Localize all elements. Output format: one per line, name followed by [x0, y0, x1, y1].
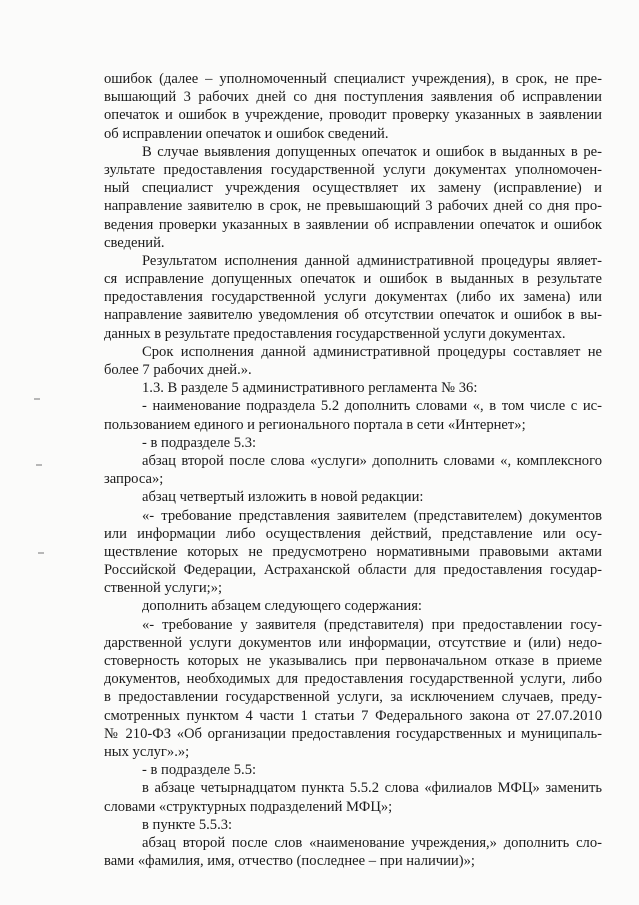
text-line: пользованием единого и регионального портала в сети «Интернет»;	[104, 416, 526, 433]
text-line: в предоставлении государственной услуги, за исключением случаев, преду-	[104, 689, 602, 706]
text-line: запроса»;	[104, 471, 164, 488]
text-line: Результатом исполнения данной административной процедуры являет-	[142, 252, 602, 269]
text-line: словами «структурных подразделений МФЦ»;	[104, 798, 393, 815]
text-line: направление заявителю уведомления об отсутствии опечаток и ошибок в вы-	[104, 307, 602, 324]
text-line: № 210-ФЗ «Об организации предоставления государственных и муниципаль-	[104, 725, 602, 742]
text-line: 1.3. В разделе 5 административного регламента № 36:	[142, 380, 478, 397]
text-line: дополнить абзацем следующего содержания:	[142, 598, 422, 615]
text-line: предоставления государственной услуги документах (либо их замена) или	[104, 289, 602, 306]
text-line: ведения проверки указанных в заявлении об исправлении опечаток и ошибок	[104, 216, 602, 233]
text-line: «- требование представления заявителем (представителем) документов	[142, 507, 602, 524]
text-line: абзац второй после слова «услуги» дополнить словами «, комплексного	[142, 452, 602, 469]
text-line: Российской Федерации, Астраханской области для предоставления государ-	[104, 562, 602, 579]
text-line: ошибок (далее – уполномоченный специалист учреждения), в срок, не пре-	[104, 71, 602, 87]
text-line: или информации либо осуществления действий, представление или осу-	[104, 525, 602, 542]
text-line: дарственной услуги документов или информации, отсутствие и (или) недо-	[104, 634, 602, 651]
scan-speck	[34, 398, 40, 400]
text-line: Срок исполнения данной административной процедуры составляет не	[142, 343, 602, 360]
text-line: - наименование подраздела 5.2 дополнить словами «, в том числе с ис-	[142, 398, 602, 415]
text-line: ный специалист учреждения осуществляет их замену (исправление) и	[104, 180, 602, 197]
text-line: опечаток и ошибок в учреждение, проводит проверку указанных в заявлении	[104, 107, 602, 124]
text-line: В случае выявления допущенных опечаток и ошибок в выданных в ре-	[142, 143, 602, 160]
text-line: вами «фамилия, имя, отчество (последнее – при наличии)»;	[104, 853, 475, 870]
text-line: документов, необходимых для предоставления государственной услуги, либо	[104, 671, 602, 688]
text-line: в абзаце четырнадцатом пункта 5.5.2 слова «филиалов МФЦ» заменить	[142, 780, 602, 797]
scan-speck	[36, 464, 42, 466]
text-line: ных услуг».»;	[104, 743, 190, 760]
text-line: абзац четвертый изложить в новой редакции:	[142, 489, 424, 506]
text-line: более 7 рабочих дней.».	[104, 362, 252, 378]
document-text	[104, 70, 602, 870]
text-line: об исправлении опечаток и ошибок сведений.	[104, 125, 389, 142]
text-line: «- требование у заявителя (представителя) при предоставлении госу-	[142, 616, 602, 633]
text-line: сведений.	[104, 234, 165, 251]
text-line: направление заявителю в срок, не превышающий 3 рабочих дней со дня про-	[104, 198, 602, 215]
text-line: - в подразделе 5.5:	[142, 762, 257, 779]
text-line: абзац второй после слов «наименование учреждения,» дополнить сло-	[142, 834, 602, 851]
text-line: ществление которых не предусмотрено нормативными правовыми актами	[104, 543, 602, 560]
text-line: в пункте 5.5.3:	[142, 816, 233, 833]
text-line: зультате предоставления государственной услуги документах уполномочен-	[104, 161, 602, 178]
text-line: вышающий 3 рабочих дней со дня поступления заявления об исправлении	[104, 89, 602, 106]
scan-speck	[38, 552, 44, 554]
text-line: ся исправление допущенных опечаток и ошибок в выданных в результате	[104, 271, 602, 288]
text-line: ственной услуги;»;	[104, 580, 223, 597]
text-line: стоверность которых не указывались при первоначальном отказе в приеме	[104, 653, 602, 669]
text-line: - в подразделе 5.3:	[142, 434, 257, 451]
text-line: данных в результате предоставления государственной услуги документах.	[104, 325, 566, 342]
text-line: смотренных пунктом 4 части 1 статьи 7 Федерального закона от 27.07.2010	[104, 707, 602, 724]
